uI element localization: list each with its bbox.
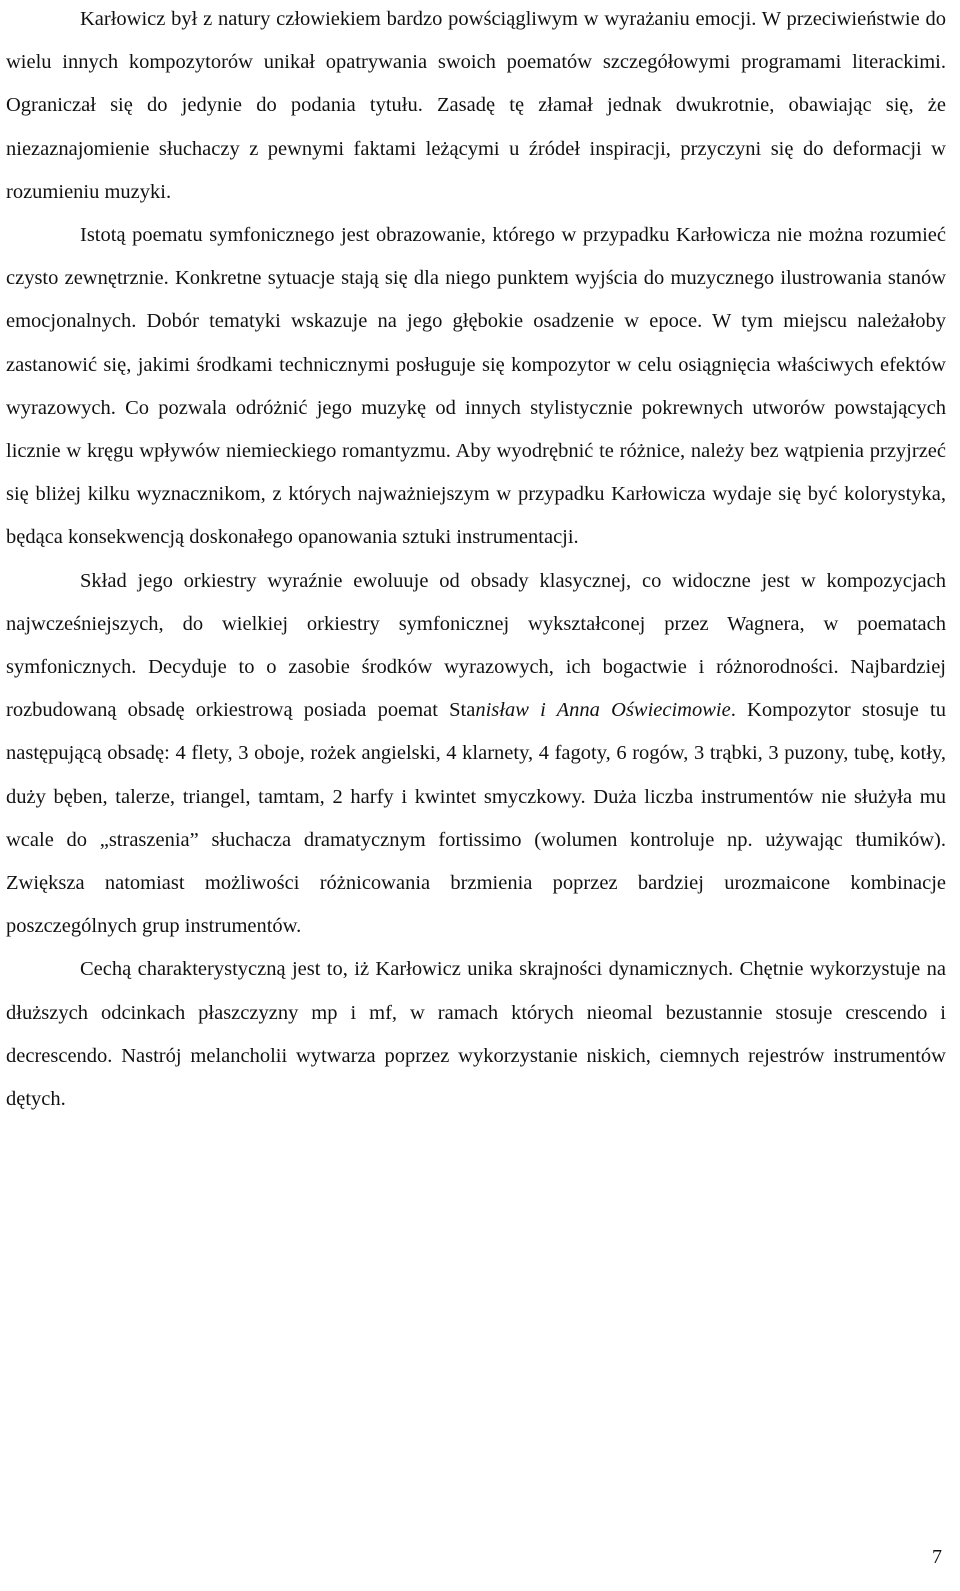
paragraph-3-text-before: Skład jego orkiestry wyraźnie ewoluuje od obsady klasycznej, co widoczne jest w kompozycjach najwcześniejszych, do wielkiej orkiestry symfonicznej wykształconej przez Wagnera, w poematach symfonicznych. Decyduje to o zasobie środków wyrazowych, ich bogactwie i różnorodności. Najbardziej rozbudowaną obsadę orkiestrową posiada poemat <box>6 569 946 722</box>
paragraph-4: Cechą charakterystyczną jest to, iż Karłowicz unika skrajności dynamicznych. Chętnie wykorzystuje na dłuższych odcinkach płaszczyzny mp i mf, w ramach których nieomal bezustannie stosuje crescendo i decrescendo. Nastrój melancholii wytwarza poprzez wykorzystanie niskich, ciemnych rejestrów instrumentów dętych. <box>6 958 946 1111</box>
paragraph-2: Istotą poematu symfonicznego jest obrazowanie, którego w przypadku Karłowicza nie można rozumieć czysto zewnętrznie. Konkretne sytuacje stają się dla niego punktem wyjścia do muzycznego ilustrowania stanów emocjonalnych. Dobór tematyki wskazuje na jego głębokie osadzenie w epoce. W tym miejscu należałoby zastanowić się, jakimi środkami technicznymi posługuje się kompozytor w celu osiągnięcia właściwych efektów wyrazowych. Co pozwala odróżnić jego muzykę od innych stylistycznie pokrewnych utworów powstających licznie w kręgu wpływów niemieckiego romantyzmu. Aby wyodrębnić te różnice, należy bez wątpienia przyjrzeć się bliżej kilku wyznacznikom, z których najważniejszym w przypadku Karłowicza wydaje się być kolorystyka, będąca konsekwencją doskonałego opanowania sztuki instrumentacji. <box>6 224 946 549</box>
document-page <box>6 0 946 1121</box>
work-title-italic: nisław i Anna Oświecimowie <box>475 699 731 722</box>
paragraph-1: Karłowicz był z natury człowiekiem bardzo powściągliwym w wyrażaniu emocji. W przeciwieństwie do wielu innych kompozytorów unikał opatrywania swoich poematów szczegółowymi programami literackimi. Ograniczał się do jedynie do podania tytułu. Zasadę tę złamał jednak dwukrotnie, obawiając się, że niezaznajomienie słuchaczy z pewnymi faktami leżącymi u źródeł inspiracji, przyczyni się do deformacji w rozumieniu muzyki. <box>6 8 946 203</box>
paragraph-3 <box>6 560 946 949</box>
page-number: 7 <box>932 1546 942 1568</box>
paragraph-3-text-after: . Kompozytor stosuje tu następującą obsadę: 4 flety, 3 oboje, rożek angielski, 4 klarnety, 4 fagoty, 6 rogów, 3 trąbki, 3 puzony, tubę, kotły, duży bęben, talerze, triangel, tamtam, 2 harfy i kwintet smyczkowy. Duża liczba instrumentów nie służyła mu wcale do „straszenia” słuchacza dramatycznym fortissimo (wolumen kontroluje np. używając tłumików). Zwiększa natomiast możliwości różnicowania brzmienia poprzez bardziej urozmaicone kombinacje poszczególnych grup instrumentów. <box>6 699 946 938</box>
work-title-plain: Sta <box>449 699 476 722</box>
